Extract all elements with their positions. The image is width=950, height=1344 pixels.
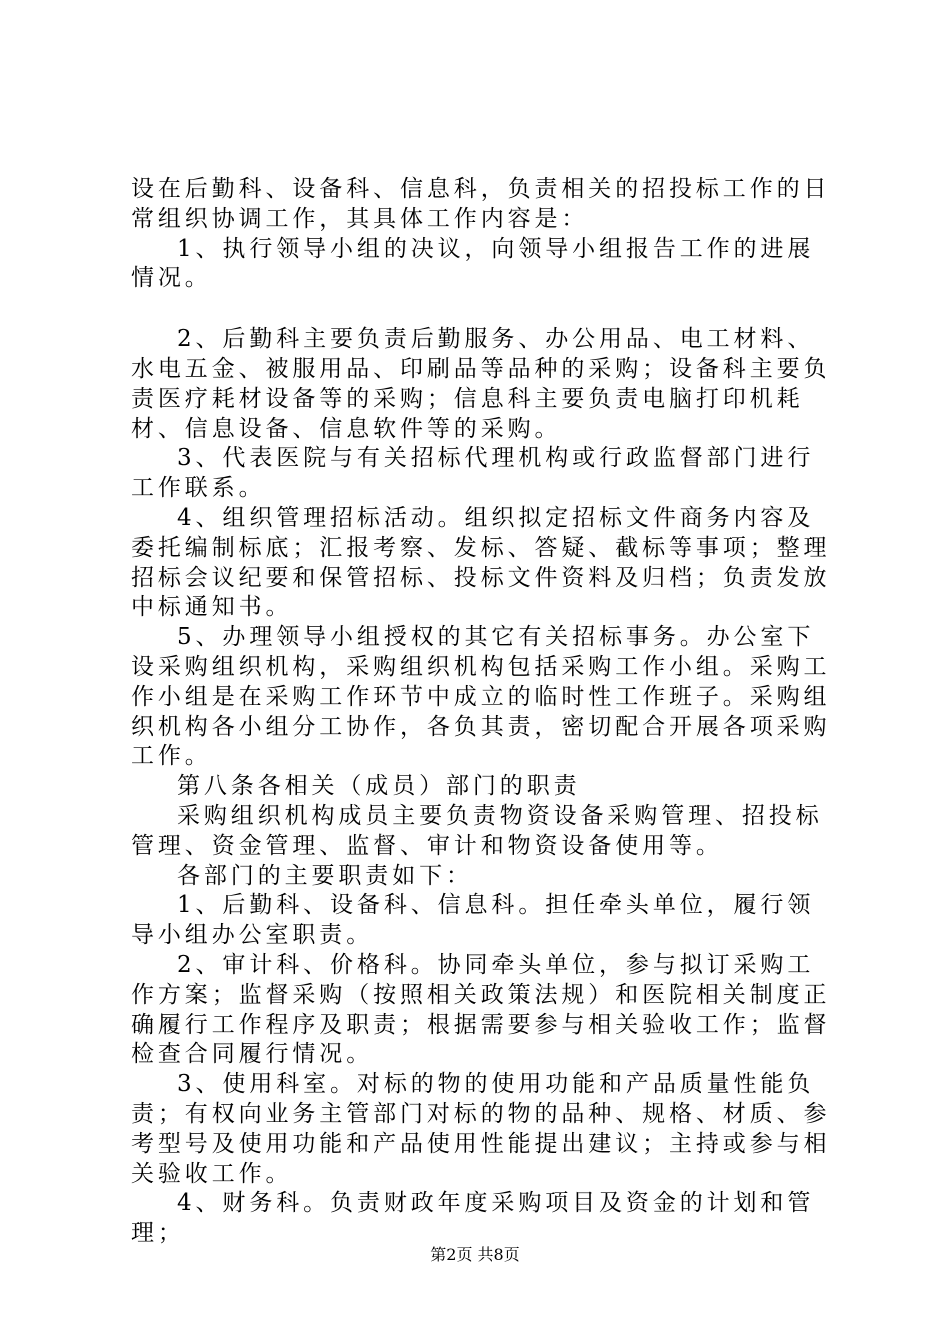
page-number-footer: 第2页 共8页 — [430, 1245, 520, 1264]
document-body — [131, 175, 831, 1249]
paragraph-0: 设在后勤科、设备科、信息科，负责相关的招投标工作的日常组织协调工作，其具体工作内容是： — [131, 176, 831, 232]
paragraph-12: 4、财务科。负责财政年度采购项目及资金的计划和管理； — [131, 1190, 815, 1247]
paragraph-2: 2、后勤科主要负责后勤服务、办公用品、电工材料、水电五金、被服用品、印刷品等品种的采购；设备科主要负责医疗耗材设备等的采购；信息科主要负责电脑打印机耗材、信息设备、信息软件等的采购。 — [131, 326, 831, 442]
paragraph-1: 1、执行领导小组的决议，向领导小组报告工作的进展情况。 — [131, 235, 815, 292]
paragraph-3: 3、代表医院与有关招标代理机构或行政监督部门进行工作联系。 — [131, 445, 815, 502]
paragraph-4: 4、组织管理招标活动。组织拟定招标文件商务内容及委托编制标底；汇报考察、发标、答疑、截标等事项；整理招标会议纪要和保管招标、投标文件资料及归档；负责发放中标通知书。 — [131, 504, 831, 621]
paragraph-5: 5、办理领导小组授权的其它有关招标事务。办公室下设采购组织机构，采购组织机构包括采购工作小组。采购工作小组是在采购工作环节中成立的临时性工作班子。采购组织机构各小组分工协作，各负其责，密切配合开展各项采购工作。 — [131, 624, 831, 770]
paragraph-9: 1、后勤科、设备科、信息科。担任牵头单位，履行领导小组办公室职责。 — [131, 892, 815, 949]
section-heading-article-8: 第八条各相关（成员）部门的职责 — [177, 773, 581, 800]
paragraph-11: 3、使用科室。对标的物的使用功能和产品质量性能负责；有权向业务主管部门对标的物的品种、规格、材质、参考型号及使用功能和产品使用性能提出建议；主持或参与相关验收工作。 — [131, 1071, 831, 1187]
paragraph-8: 各部门的主要职责如下： — [177, 862, 473, 889]
paragraph-7: 采购组织机构成员主要负责物资设备采购管理、招投标管理、资金管理、监督、审计和物资设备使用等。 — [131, 802, 823, 859]
paragraph-10: 2、审计科、价格科。协同牵头单位，参与拟订采购工作方案；监督采购（按照相关政策法规）和医院相关制度正确履行工作程序及职责；根据需要参与相关验收工作；监督检查合同履行情况。 — [131, 951, 831, 1068]
